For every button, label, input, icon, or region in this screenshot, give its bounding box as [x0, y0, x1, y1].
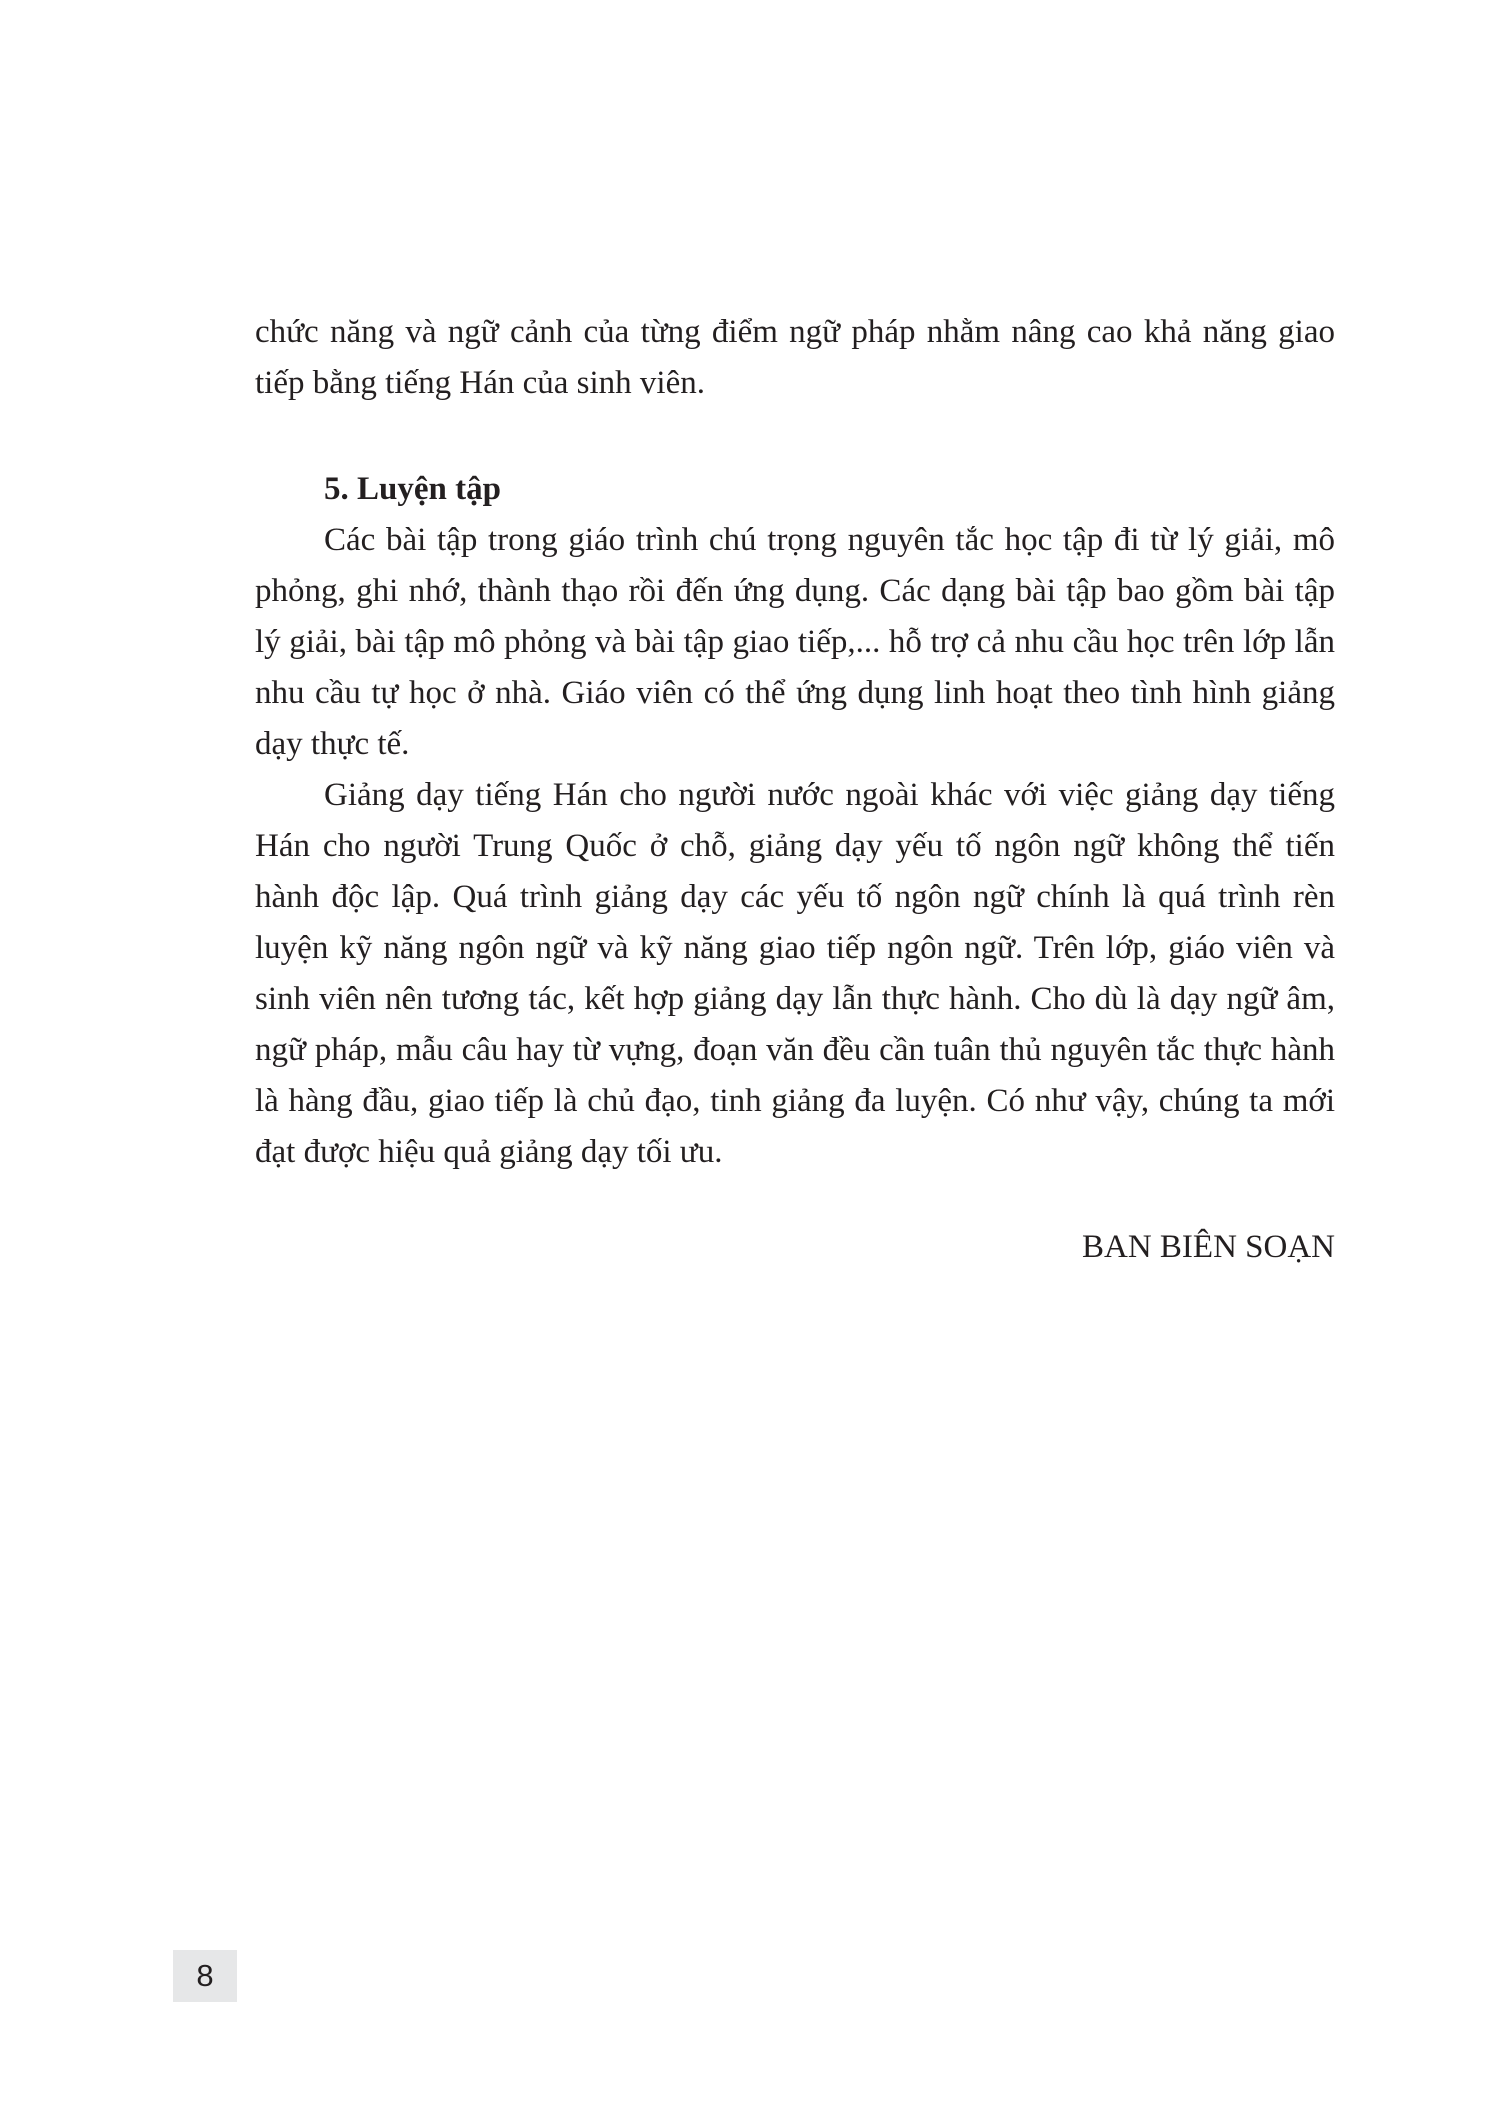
- page-number: 8: [196, 1958, 214, 1993]
- intro-paragraph: chức năng và ngữ cảnh của từng điểm ngữ pháp nhằm nâng cao khả năng giao tiếp bằng tiếng Hán của sinh viên.: [255, 314, 1335, 401]
- practice-section: [255, 464, 1335, 1178]
- section-paragraph-2: Giảng dạy tiếng Hán cho người nước ngoài khác với việc giảng dạy tiếng Hán cho người Trung Quốc ở chỗ, giảng dạy yếu tố ngôn ngữ không thể tiến hành độc lập. Quá trình giảng dạy các yếu tố ngôn ngữ chính là quá trình rèn luyện kỹ năng ngôn ngữ và kỹ năng giao tiếp ngôn ngữ. Trên lớp, giáo viên và sinh viên nên tương tác, kết hợp giảng dạy lẫn thực hành. Cho dù là dạy ngữ âm, ngữ pháp, mẫu câu hay từ vựng, đoạn văn đều cần tuân thủ nguyên tắc thực hành là hàng đầu, giao tiếp là chủ đạo, tinh giảng đa luyện. Có như vậy, chúng ta mới đạt được hiệu quả giảng dạy tối ưu.: [255, 777, 1335, 1170]
- section-heading: 5. Luyện tập: [324, 471, 501, 507]
- section-paragraph-1: Các bài tập trong giáo trình chú trọng nguyên tắc học tập đi từ lý giải, mô phỏng, ghi nhớ, thành thạo rồi đến ứng dụng. Các dạng bài tập bao gồm bài tập lý giải, bài tập mô phỏng và bài tập giao tiếp,... hỗ trợ cả nhu cầu học trên lớp lẫn nhu cầu tự học ở nhà. Giáo viên có thể ứng dụng linh hoạt theo tình hình giảng dạy thực tế.: [255, 522, 1335, 762]
- continuation-text: [255, 307, 1335, 409]
- editorial-board-signature: BAN BIÊN SOẠN: [1081, 1229, 1335, 1265]
- page-number-badge: [173, 1950, 237, 2002]
